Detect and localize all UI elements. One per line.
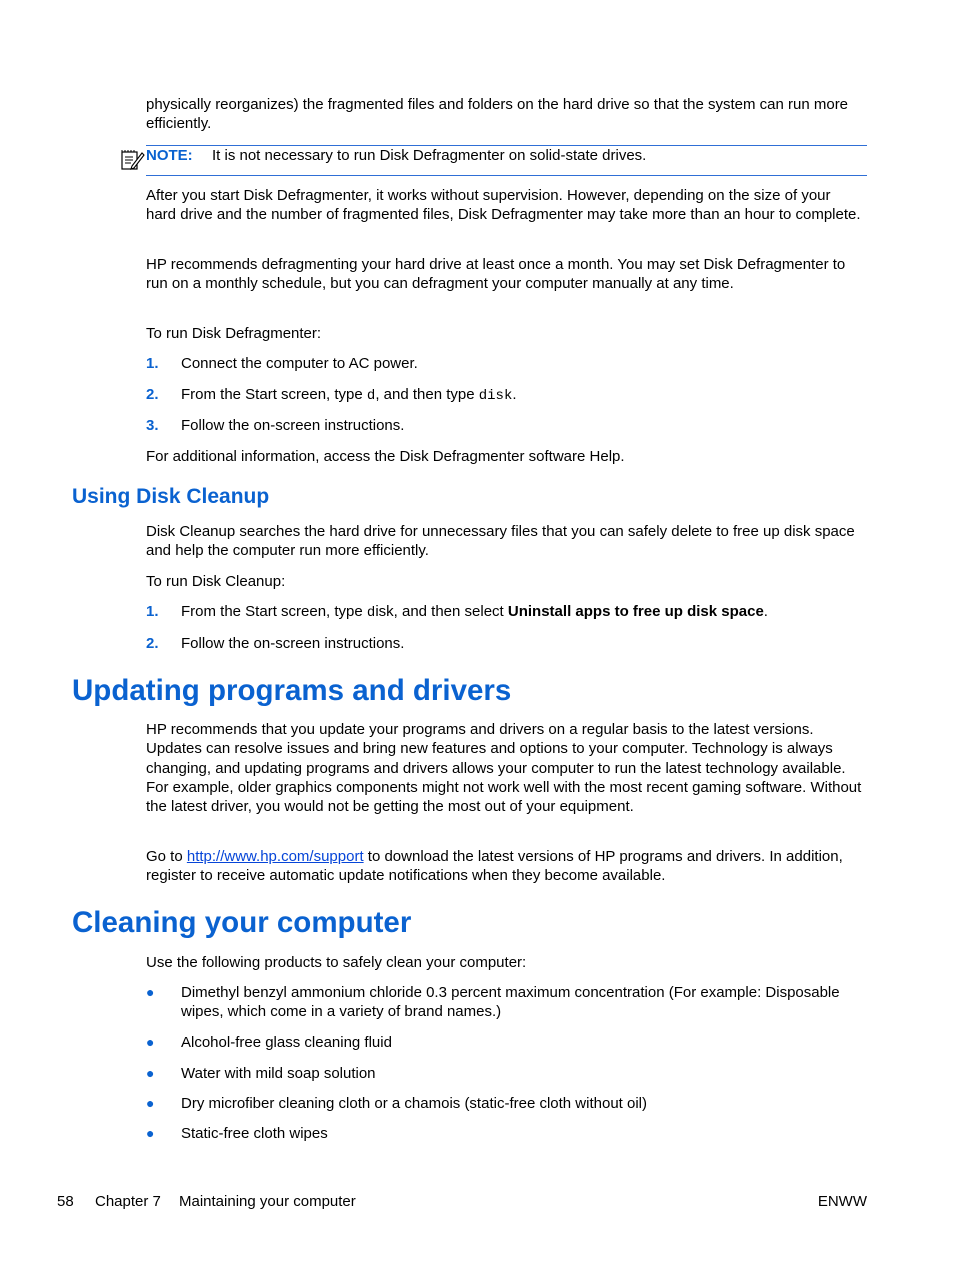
disk-cleanup-heading: Using Disk Cleanup: [72, 485, 270, 508]
defrag-paragraph-4: For additional information, access the Disk Defragmenter software Help.: [146, 448, 625, 465]
defrag-step-2-number: 2.: [146, 386, 159, 403]
defrag-step-3-text: Follow the on-screen instructions.: [181, 417, 405, 434]
defrag-step-2-text: From the Start screen, type d, and then type disk.: [181, 386, 517, 404]
cleaning-heading: Cleaning your computer: [72, 906, 412, 939]
defrag-step-3-number: 3.: [146, 417, 159, 434]
footer-chapter-title: Maintaining your computer: [179, 1193, 356, 1210]
cleaning-item-3: Water with mild soap solution: [181, 1065, 376, 1082]
cleanup-step-1-text: From the Start screen, type disk, and then select Uninstall apps to free up disk space.: [181, 603, 768, 621]
defrag-paragraph-1: After you start Disk Defragmenter, it works without supervision. However, depending on the size of your hard drive and the number of fragmented files, Disk Defragmenter may take more than an hour to complete.: [146, 187, 861, 224]
footer-chapter: Chapter 7: [95, 1193, 161, 1210]
intro-paragraph: physically reorganizes) the fragmented files and folders on the hard drive so that the system can run more efficiently.: [146, 96, 849, 133]
updating-paragraph-1: HP recommends that you update your programs and drivers on a regular basis to the latest versions. Updates can resolve issues and bring new features and options to your computer. Technology is always changing, and updating programs and drivers allows your computer to run the latest technology available. For example, older graphics components might not work well with the most recent gaming software. Without the latest driver, you would not be getting the most out of your equipment.: [146, 721, 862, 816]
cleanup-paragraph-1: Disk Cleanup searches the hard drive for unnecessary files that you can safely delete to free up disk space and help the computer run more efficiently.: [146, 523, 855, 560]
cleanup-step-1-number: 1.: [146, 603, 159, 620]
cleaning-item-2: Alcohol-free glass cleaning fluid: [181, 1034, 392, 1051]
cleaning-paragraph-1: Use the following products to safely clean your computer:: [146, 954, 527, 971]
cleanup-step-2-number: 2.: [146, 635, 159, 652]
note-text: It is not necessary to run Disk Defragmenter on solid-state drives.: [212, 147, 647, 164]
cleaning-bullet-1: ●: [146, 984, 155, 1000]
note-pencil-icon: [119, 147, 145, 171]
defrag-step-1-text: Connect the computer to AC power.: [181, 355, 418, 372]
cleaning-bullet-2: ●: [146, 1034, 155, 1050]
defrag-step-1-number: 1.: [146, 355, 159, 372]
note-bottom-rule: [146, 175, 867, 176]
cleaning-item-5: Static-free cloth wipes: [181, 1125, 328, 1142]
defrag-paragraph-3: To run Disk Defragmenter:: [146, 325, 322, 342]
hp-support-link[interactable]: http://www.hp.com/support: [186, 848, 364, 865]
cleaning-item-1: Dimethyl benzyl ammonium chloride 0.3 percent maximum concentration (For example: Disposable wipes, which come in a variety of brand names.): [181, 984, 840, 1021]
cleaning-bullet-4: ●: [146, 1095, 155, 1111]
defrag-paragraph-2: HP recommends defragmenting your hard drive at least once a month. You may set Disk Defragmenter to run on a monthly schedule, but you can defragment your computer manually at any time.: [146, 256, 846, 293]
cleanup-step-2-text: Follow the on-screen instructions.: [181, 635, 405, 652]
footer-page-number: 58: [57, 1193, 74, 1210]
cleanup-paragraph-2: To run Disk Cleanup:: [146, 573, 286, 590]
updating-heading: Updating programs and drivers: [72, 674, 512, 707]
cleaning-bullet-3: ●: [146, 1065, 155, 1081]
cleaning-item-4: Dry microfiber cleaning cloth or a chamois (static-free cloth without oil): [181, 1095, 648, 1112]
footer-enww: ENWW: [817, 1193, 867, 1210]
updating-paragraph-2: Go to http://www.hp.com/support to download the latest versions of HP programs and drivers. In addition, register to receive automatic update notifications when they become available.: [146, 848, 843, 885]
note-label: NOTE:: [146, 147, 193, 164]
cleaning-bullet-5: ●: [146, 1125, 155, 1141]
